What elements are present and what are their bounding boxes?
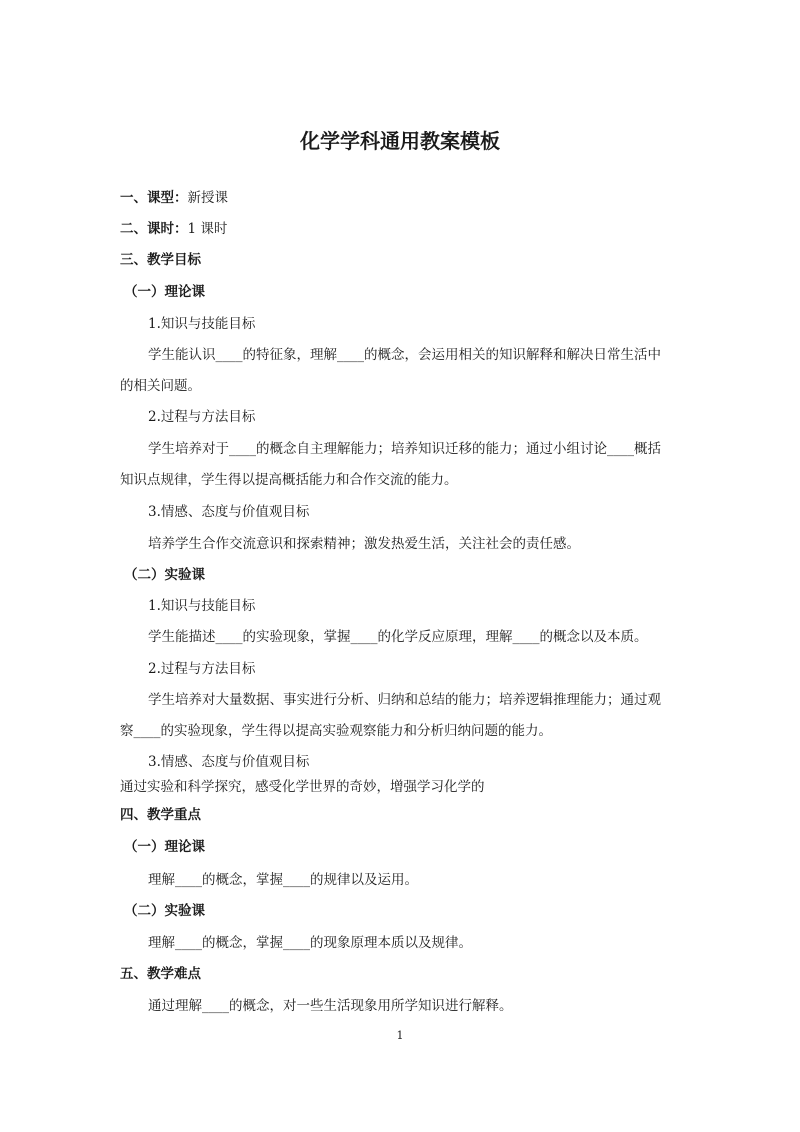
theory-attitude-text: 培养学生合作交流意识和探索精神；激发热爱生活，关注社会的责任感。 xyxy=(148,536,580,552)
theory-attitude-heading: 3.情感、态度与价值观目标 xyxy=(148,504,310,520)
section-teaching-goals: 三、教学目标 xyxy=(120,252,201,268)
page-number: 1 xyxy=(396,1029,404,1042)
subsection-theory: （一）理论课 xyxy=(124,284,205,300)
experiment-process-heading: 2.过程与方法目标 xyxy=(148,661,256,677)
experiment-attitude-text: 通过实验和科学探究，感受化学世界的奇妙，增强学习化学的 xyxy=(120,779,485,795)
hours-label: 二、课时： xyxy=(120,221,188,237)
document-title: 化学学科通用教案模板 xyxy=(300,129,500,153)
course-type-line xyxy=(120,189,228,207)
experiment-process-text-1: 学生培养对大量数据、事实进行分析、归纳和总结的能力；培养逻辑推理能力；通过观 xyxy=(148,692,661,708)
theory-process-heading: 2.过程与方法目标 xyxy=(148,409,256,425)
course-type-label: 一、课型： xyxy=(120,190,188,206)
theory-knowledge-text-1: 学生能认识____的特征象，理解____的概念，会运用相关的知识解释和解决日常生活中 xyxy=(148,347,661,363)
hours-line xyxy=(120,220,227,238)
experiment-attitude-heading: 3.情感、态度与价值观目标 xyxy=(148,754,310,770)
experiment-process-text-2: 察____的实验现象，学生得以提高实验观察能力和分析归纳问题的能力。 xyxy=(120,723,552,739)
key-points-experiment: （二）实验课 xyxy=(124,903,205,919)
hours-value: 1 课时 xyxy=(187,221,228,237)
course-type-value: 新授课 xyxy=(187,190,228,206)
theory-knowledge-heading: 1.知识与技能目标 xyxy=(148,316,256,332)
key-points-experiment-text: 理解____的概念，掌握____的现象原理本质以及规律。 xyxy=(148,935,472,951)
section-difficulties: 五、教学难点 xyxy=(120,966,201,982)
theory-process-text-2: 知识点规律，学生得以提高概括能力和合作交流的能力。 xyxy=(120,472,458,488)
section-key-points: 四、教学重点 xyxy=(120,807,201,823)
subsection-experiment: （二）实验课 xyxy=(124,567,205,583)
experiment-knowledge-heading: 1.知识与技能目标 xyxy=(148,598,256,614)
theory-knowledge-text-2: 的相关问题。 xyxy=(120,378,201,394)
key-points-theory-text: 理解____的概念，掌握____的规律以及运用。 xyxy=(148,872,418,888)
difficulties-text: 通过理解____的概念，对一些生活现象用所学知识进行解释。 xyxy=(148,998,513,1014)
theory-process-text-1: 学生培养对于____的概念自主理解能力；培养知识迁移的能力；通过小组讨论____概括 xyxy=(148,441,661,457)
experiment-knowledge-text: 学生能描述____的实验现象，掌握____的化学反应原理，理解____的概念以及本质。 xyxy=(148,629,648,645)
key-points-theory: （一）理论课 xyxy=(124,839,205,855)
